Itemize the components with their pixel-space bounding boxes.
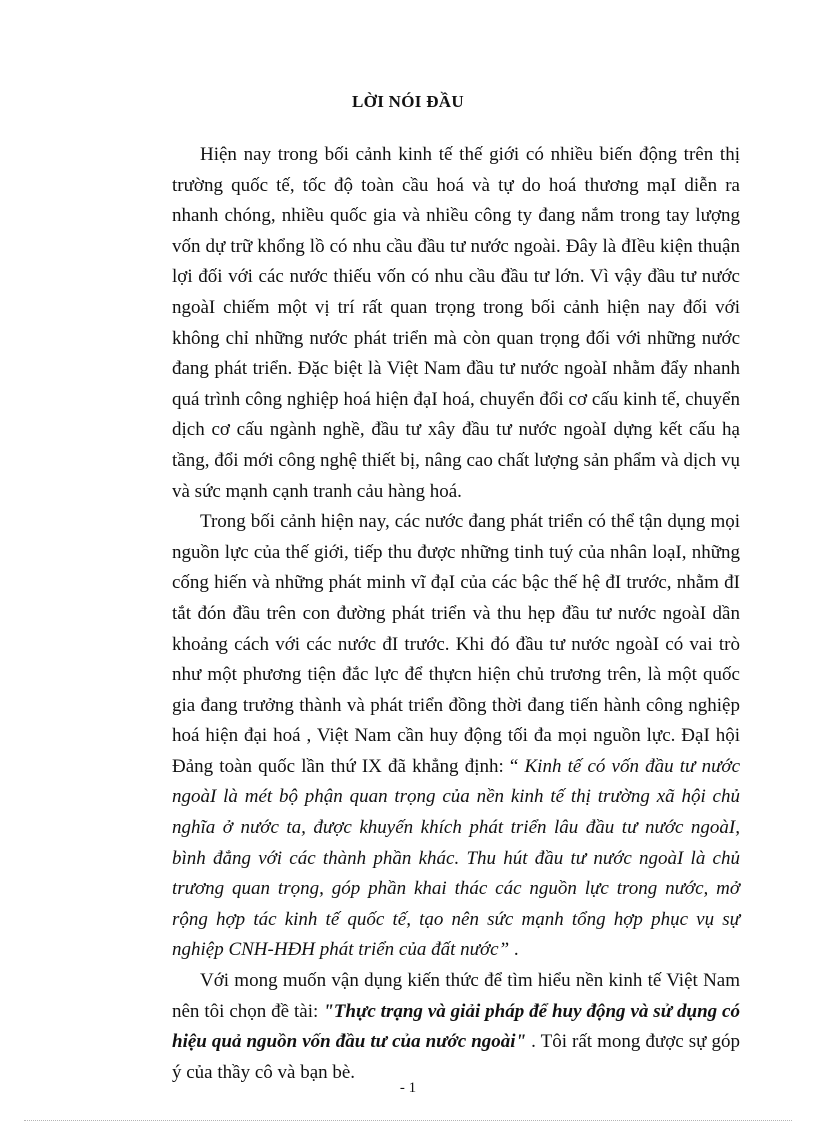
paragraph-intro: [172, 140, 740, 507]
paragraph-tail: . Tôi rất mong được sự góp ý của thầy cô và bạn bè.: [172, 1031, 740, 1083]
body-text: [172, 140, 740, 1088]
thesis-topic: "Thực trạng và giải pháp để huy động và sử dụng có hiệu quả nguồn vốn đầu tư của nước ngoài": [172, 1000, 740, 1053]
paragraph-topic: [172, 966, 740, 1088]
paragraph-context: [172, 507, 740, 966]
page-title: LỜI NÓI ĐẦU: [352, 92, 464, 111]
page-bottom-divider: [24, 1120, 792, 1121]
paragraph-text: Hiện nay trong bối cảnh kinh tế thế giới có nhiều biến động trên thị trường quốc tế, tốc độ toàn cầu hoá và tự do hoá thương mạI diễn ra nhanh chóng, nhiều quốc gia và nhiều công ty đang nắm trong tay lượng vốn dự trữ khổng lồ có nhu cầu đầu tư nước ngoài. Đây là đIều kiện thuận lợi đối với các nước thiếu vốn có nhu cầu đầu tư lớn. Vì vậy đầu tư nước ngoàI chiếm một vị trí rất quan trọng trong bối cảnh hiện nay đối với không chỉ những nước phát triển mà còn quan trọng đối với những nước đang phát triển. Đặc biệt là Việt Nam đầu tư nước ngoàI nhằm đẩy nhanh quá trình công nghiệp hoá hiện đạI hoá, chuyển đổi cơ cấu kinh tế, chuyển dịch cơ cấu ngành nghề, đầu tư xây đầu tư nước ngoàI dựng kết cấu hạ tầng, đổi mới công nghệ thiết bị, nâng cao chất lượng sản phẩm và dịch vụ và sức mạnh cạnh tranh cảu hàng hoá.: [172, 144, 740, 502]
paragraph-text: Trong bối cảnh hiện nay, các nước đang phát triển có thể tận dụng mọi nguồn lực của thế giới, tiếp thu được những tinh tuý của nhân loạI, những cống hiến và những phát minh vĩ đạI của các bậc thế hệ đI trước, nhằm đI tắt đón đầu trên con đường phát triển và thu hẹp đầu tư nước ngoàI dần khoảng cách với các nước đI trước. Khi đó đầu tư nước ngoàI có vai trò như một phương tiện đắc lực để thựcn hiện chủ trương trên, là một quốc gia đang trưởng thành và phát triển đồng thời đang tiến hành công nghiệp hoá hiện đại hoá , Việt Nam cần huy động tối đa mọi nguồn lực. ĐạI hội Đảng toàn quốc lần thứ IX đã khẳng định: “: [172, 511, 740, 777]
paragraph-tail: .: [509, 939, 519, 961]
party-congress-quote: Kinh tế có vốn đầu tư nước ngoàI là mét bộ phận quan trọng của nền kinh tế thị trường xã hội chủ nghĩa ở nước ta, được khuyến khích phát triển lâu đầu tư nước ngoàI, bình đẳng với các thành phần khác. Thu hút đầu tư nước ngoàI là chủ trương quan trọng, góp phần khai thác các nguồn lực trong nước, mở rộng hợp tác kinh tế quốc tế, tạo nên sức mạnh tổng hợp phục vụ sự nghiệp CNH-HĐH phát triển của đất nước”: [172, 755, 741, 961]
paragraph-text: Với mong muốn vận dụng kiến thức để tìm hiểu nền kinh tế Việt Nam nên tôi chọn đề tài:: [172, 970, 740, 1022]
page-number: - 1: [399, 1080, 417, 1096]
